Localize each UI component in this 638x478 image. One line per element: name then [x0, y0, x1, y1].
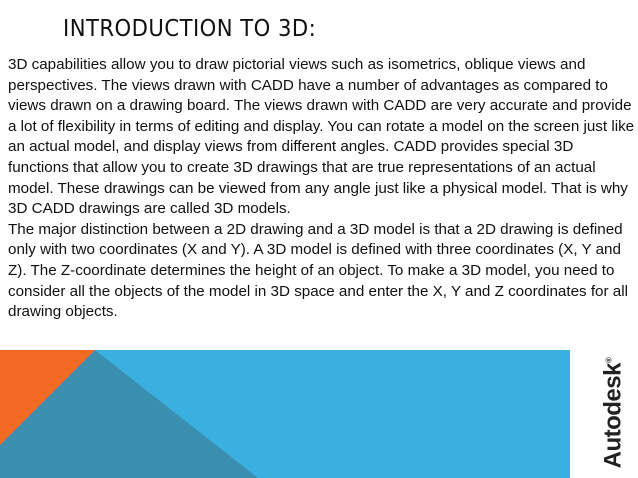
logo-wordmark: Autodesk — [599, 363, 627, 469]
decorative-banner — [0, 350, 638, 478]
slide-title: INTRODUCTION TO 3D: — [63, 16, 317, 42]
body-paragraph-1: 3D capabilities allow you to draw pictorial views such as isometrics, oblique views and perspectives. The views drawn with CADD have a number of advantages as compared to views drawn on a drawing board. The views drawn with CADD are very accurate and provide a lot of flexibility in terms of editing and display. You can rotate a model on the screen just like an actual model, and display views from different angles. CADD provides special 3D functions that allow you to create 3D drawings that are true representations of an actual model. These drawings can be viewed from any angle just like a physical model. That is why 3D CADD drawings are called 3D models. — [8, 56, 635, 218]
registered-mark: ® — [604, 357, 614, 364]
autodesk-logo — [598, 350, 628, 476]
slide-body — [8, 55, 636, 323]
body-paragraph-2: The major distinction between a 2D drawing and a 3D model is that a 2D drawing is defined only with two coordinates (X and Y). A 3D model is defined with three coordinates (X, Y and Z). The Z-coordinate determines the height of an object. To make a 3D model, you need to consider all the objects of the model in 3D space and enter the X, Y and Z coordinates for all drawing objects. — [8, 220, 628, 321]
